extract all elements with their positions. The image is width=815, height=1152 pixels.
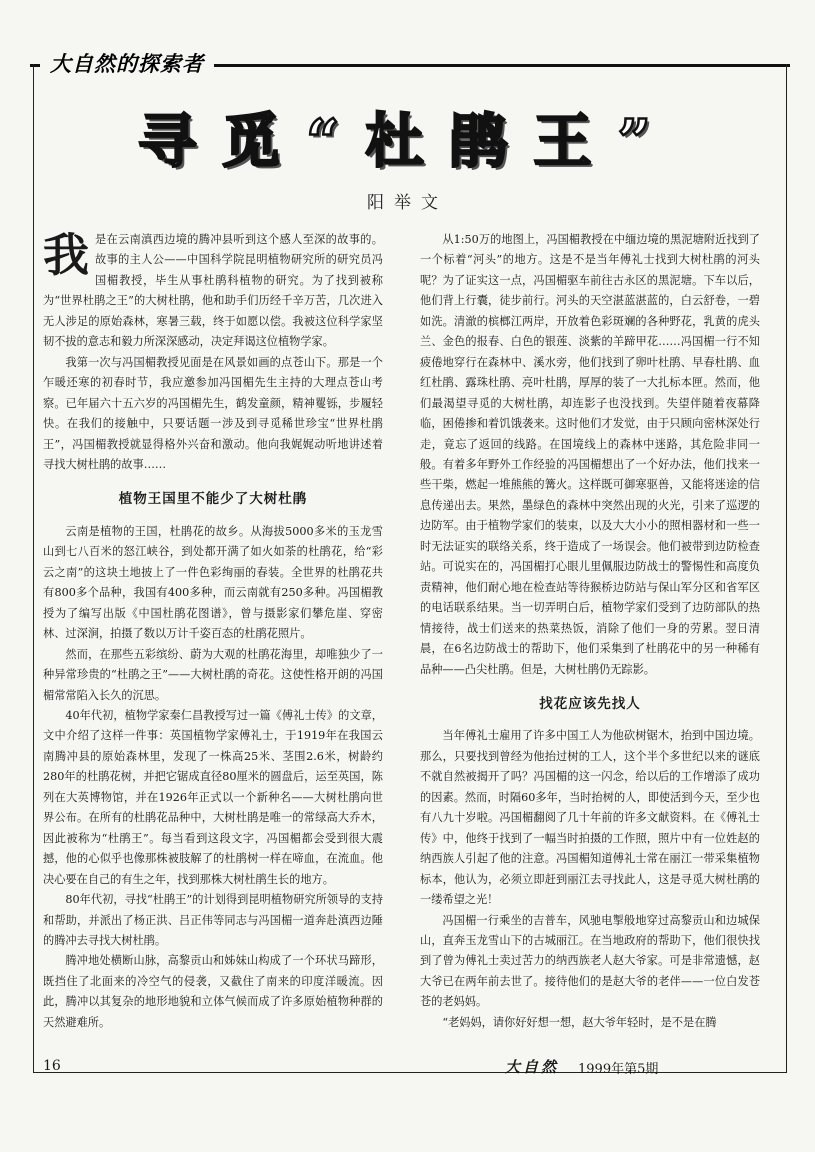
intro-paragraph: [43, 230, 383, 353]
paragraph: 我第一次与冯国楣教授见面是在风景如画的点苍山下。那是一个乍暖还寒的初春时节，我应邀参加冯国楣先生主持的大理点苍山考察。已年届六十五六岁的冯国楣先生，鹤发童颜，精神矍铄，步履轻快。在我们的接触中，只要话题一涉及到寻觅稀世珍宝“世界杜鹃王”，冯国楣教授就显得格外兴奋和激动。他向我娓娓动听地讲述着寻找大树杜鹃的故事……: [43, 355, 383, 471]
paragraph: 腾冲地处横断山脉，高黎贡山和姊妹山构成了一个环状马蹄形，既挡住了北面来的冷空气的侵袭，又截住了南来的印度洋暖流。因此，腾冲以其复杂的地形地貌和立体气候而成了许多原始植物种群的天然避难所。: [43, 954, 383, 1029]
magazine-name: 大自然: [505, 1058, 560, 1076]
article-title: 寻觅“杜鹃王”: [138, 107, 677, 175]
subheading: 找花应该先找人: [539, 695, 641, 712]
subheading: 植物王国里不能少了大树杜鹃: [118, 491, 308, 508]
paragraph: “老妈妈，请你好好想一想，赵大爷年轻时，是不是在腾: [442, 1015, 717, 1029]
issue-label: 1999年第5期: [578, 1062, 659, 1077]
paragraph: 40年代初，植物学家秦仁昌教授写过一篇《傅礼士传》的文章，文中介绍了这样一件事：英国植物学家傅礼士，于1919年在我国云南腾冲县的原始森林里，发现了一株高25米、茎围2.6米，树龄约280年的杜鹃花树，并把它锯成直径80厘米的圆盘后，运至英国，陈列在大英博物馆，并在1926年正式以一个新种名——大树杜鹃向世界公布。在所有的杜鹃花品种中，大树杜鹃是唯一的常绿高大乔木，因此被称为“杜鹃王”。每当看到这段文字，冯国楣都会受到很大震撼，他的心似乎也像那株被肢解了的杜鹃树一样在啼血，在流血。他决心要在自己的有生之年，找到那株大树杜鹃生长的地方。: [43, 708, 383, 886]
intro-text: 是在云南滇西边境的腾冲县听到这个感人至深的故事的。故事的主人公——中国科学院昆明植物研究所的研究员冯国楣教授，毕生从事杜鹃科植物的研究。为了找到被称为“世界杜鹃之王”的大树杜鹃，他和助手们历经千辛万苦，几次进入无人涉足的原始森林，寒暑三载，终于如愿以偿。我被这位科学家坚韧不拔的意志和毅力所深深感动，决定拜谒这位植物学家。: [43, 233, 383, 349]
paragraph: 然而，在那些五彩缤纷、蔚为大观的杜鹃花海里，却唯独少了一种异常珍贵的“杜鹃之王”——大树杜鹃的奇花。这使性格开朗的冯国楣常常陷入长久的沉思。: [43, 647, 383, 702]
series-label: 大自然的探索者: [40, 48, 214, 78]
paragraph: 从1:50万的地图上，冯国楣教授在中缅边境的黑泥塘附近找到了一个标着“河头”的地方。这是不是当年傅礼士找到大树杜鹃的河头呢？为了证实这一点，冯国楣驱车前往古永区的黑泥塘。下车以后，他们背上行囊，徒步前行。河头的天空湛蓝湛蓝的，白云舒卷，一碧如洗。清澈的槟榔江两岸，开放着色彩斑斓的各种野花，乳黄的虎头兰、金色的报春、白色的银莲、淡紫的羊蹄甲花……冯国楣一行不知疲倦地穿行在森林中、溪水旁，他们找到了卵叶杜鹃、早春杜鹃、血红杜鹃、露珠杜鹃、亮叶杜鹃，厚厚的装了一大扎标本匣。然而，他们最渴望寻觅的大树杜鹃，却连影子也没找到。失望伴随着夜幕降临，困倦掺和着饥饿袭来。这时他们才发觉，由于只顾向密林深处行走，竟忘了返回的线路。在国境线上的森林中迷路，其危险非同一般。有着多年野外工作经验的冯国楣想出了一个好办法，他们找来一些干柴，燃起一堆熊熊的篝火。这样既可御寒驱兽，又能将迷途的信息传递出去。果然，墨绿色的森林中突然出现的火光，引来了巡逻的边防军。由于植物学家们的装束，以及大大小小的照相器材和一些一时无法证实的联络关系，终于造成了一场误会。他们被带到边防检查站。可说实在的，冯国楣打心眼儿里佩服边防战士的警惕性和高度负责精神，他们耐心地在检查站等待猴桥边防站与保山军分区和省军区的电话联系结果。当一切弄明白后，植物学家们受到了边防部队的热情接待，战士们送来的热菜热饭，消除了他们一身的劳累。翌日清晨，在6名边防战士的帮助下，他们采集到了杜鹃花中的另一种稀有品种——凸尖杜鹃。但是，大树杜鹃仍无踪影。: [420, 233, 760, 676]
drop-cap: 我: [43, 228, 89, 282]
page-number: 16: [43, 1058, 61, 1074]
paragraph: 当年傅礼士雇用了许多中国工人为他砍树锯木，抬到中国边境。那么，只要找到曾经为他抬过树的工人，这个半个多世纪以来的谜底不就自然被揭开了吗？冯国楣的这一闪念，给以后的工作增添了成功的因素。然而，时隔60多年，当时抬树的人，即使活到今天，至少也有八九十岁啦。冯国楣翻阅了几十年前的许多文献资料。在《傅礼士传》中，他终于找到了一幅当时拍摄的工作照，照片中有一位姓赵的纳西族人引起了他的注意。冯国楣知道傅礼士常在丽江一带采集植物标本，他认为，必须立即赶到丽江去寻找此人，这是寻觅大树杜鹃的一缕希望之光！: [420, 729, 760, 907]
paragraph: 80年代初，寻找“杜鹃王”的计划得到昆明植物研究所领导的支持和帮助，并派出了杨正洪、吕正伟等同志与冯国楣一道奔赴滇西边陲的腾冲去寻找大树杜鹃。: [43, 893, 383, 947]
left-column: [43, 230, 383, 1033]
paragraph: 云南是植物的王国，杜鹃花的故乡。从海拔5000多米的玉龙雪山到七八百米的怒江峡谷，到处都开满了如火如荼的杜鹃花，给“彩云之南”的这块土地披上了一件色彩绚丽的春装。全世界的杜鹃花共有800多个品种，我国有400多种，而云南就有250多种。冯国楣教授为了编写出版《中国杜鹃花图谱》，曾与摄影家们攀危崖、穿密林、过深涧，拍摄了数以万计千姿百态的杜鹃花照片。: [43, 524, 383, 641]
right-column: [420, 230, 760, 1033]
paragraph: 冯国楣一行乘坐的吉普车，风驰电掣般地穿过高黎贡山和边城保山，直奔玉龙雪山下的古城丽江。在当地政府的帮助下，他们很快找到了曾为傅礼士卖过苦力的纳西族老人赵大爷家。可是非常遗憾，赵大爷已在两年前去世了。接待他们的是赵大爷的老伴——一位白发苍苍的老妈妈。: [420, 913, 760, 1009]
author-byline: 阳举文: [367, 193, 448, 213]
